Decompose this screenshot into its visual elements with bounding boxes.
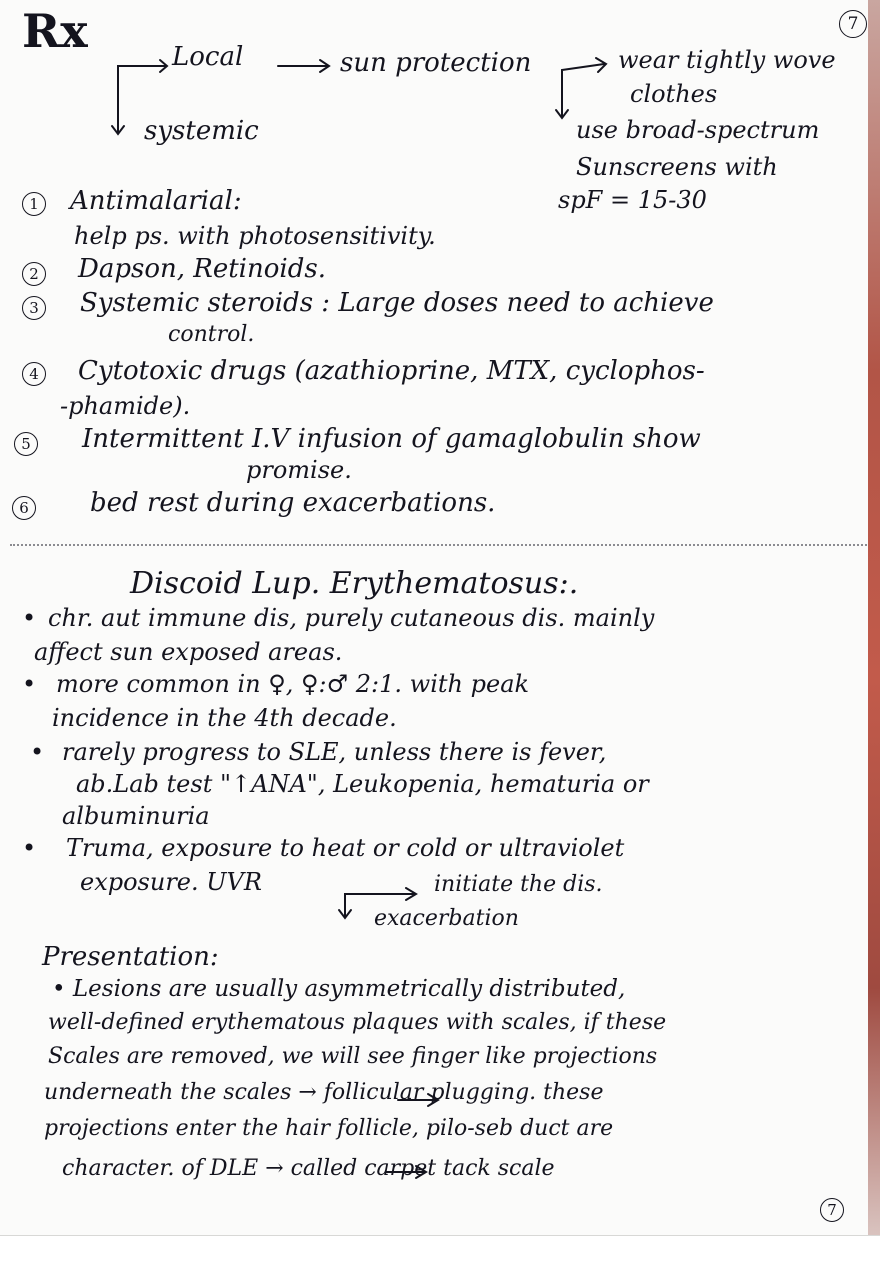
rx-systemic: systemic [144,116,259,146]
treatment-number-5: 5 [14,432,38,456]
bullet-dot-1: • [22,604,37,632]
treatment-number-6: 6 [12,496,36,520]
rx-spf: spF = 15-30 [558,186,707,214]
treatment-line-6: bed rest during exacerbations. [90,488,496,518]
arrow-local [118,66,166,132]
bullet-dot-4: • [22,834,37,862]
rx-sunscreens: Sunscreens with [576,153,778,181]
bullet-dot-2: • [22,670,37,698]
presentation-line-5: projections enter the hair follicle, pilo-seb duct are [44,1116,614,1141]
treatment-line-2: Dapson, Retinoids. [78,254,326,284]
bullet-line-3c: albuminuria [62,802,210,830]
section-divider [10,544,875,546]
bullet-line-3: rarely progress to SLE, unless there is fever, [62,738,607,766]
bullet-line-2: more common in ♀, ♀:♂ 2:1. with peak [56,670,530,698]
footer-page-number: 7 [820,1198,844,1222]
bullet-exacerbation: exacerbation [374,906,519,931]
bullet-initiate: initiate the dis. [434,872,603,897]
presentation-line-3: Scales are removed, we will see finger like projections [48,1044,658,1069]
bullet-line-4b: exposure. UVR [80,868,262,896]
bullet-line-4: Truma, exposure to heat or cold or ultraviolet [66,834,625,862]
page-number: 7 [839,10,867,38]
rx-broad-spectrum: use broad-spectrum [576,116,820,144]
bullet-line-2b: incidence in the 4th decade. [52,704,397,732]
treatment-line-4: Cytotoxic drugs (azathioprine, MTX, cyclophos- [78,356,705,386]
treatment-line-1b: help ps. with photosensitivity. [74,222,436,250]
treatment-line-5b: promise. [246,456,352,484]
presentation-line-4: underneath the scales → follicular plugging. these [44,1080,604,1105]
presentation-line-6: character. of DLE → called carpet tack scale [62,1156,555,1181]
presentation-line-1: • Lesions are usually asymmetrically distributed, [52,976,626,1002]
treatment-line-3: Systemic steroids : Large doses need to achieve [80,288,714,318]
arrow-uvr [345,894,414,906]
treatment-number-4: 4 [22,362,46,386]
rx-sun-protection: sun protection [340,48,532,78]
bullet-line-3b: ab.Lab test "↑ANA", Leukopenia, hematuria or [76,770,649,798]
presentation-line-2: well-defined erythematous plaques with scales, if these [48,1010,667,1035]
presentation-heading: Presentation: [42,942,219,972]
treatment-number-3: 3 [22,296,46,320]
bullet-line-1: chr. aut immune dis, purely cutaneous dis. mainly [48,604,655,632]
section-title: Discoid Lup. Erythematosus:. [130,566,579,601]
rx-wear-clothes: wear tightly wove [618,46,836,74]
rx-local: Local [172,42,244,72]
treatment-line-3b: control. [168,322,255,347]
treatment-number-2: 2 [22,262,46,286]
treatment-line-5: Intermittent I.V infusion of gamaglobulin show [82,424,701,454]
treatment-number-1: 1 [22,192,46,216]
treatment-line-4b: -phamide). [60,392,191,420]
rx-clothes: clothes [630,80,718,108]
treatment-line-1: Antimalarial: [70,186,242,216]
page-edge-binding [868,0,880,1235]
rx-symbol: Rx [22,4,88,58]
bullet-dot-3: • [30,738,45,766]
bullet-line-1b: affect sun exposed areas. [34,638,343,666]
